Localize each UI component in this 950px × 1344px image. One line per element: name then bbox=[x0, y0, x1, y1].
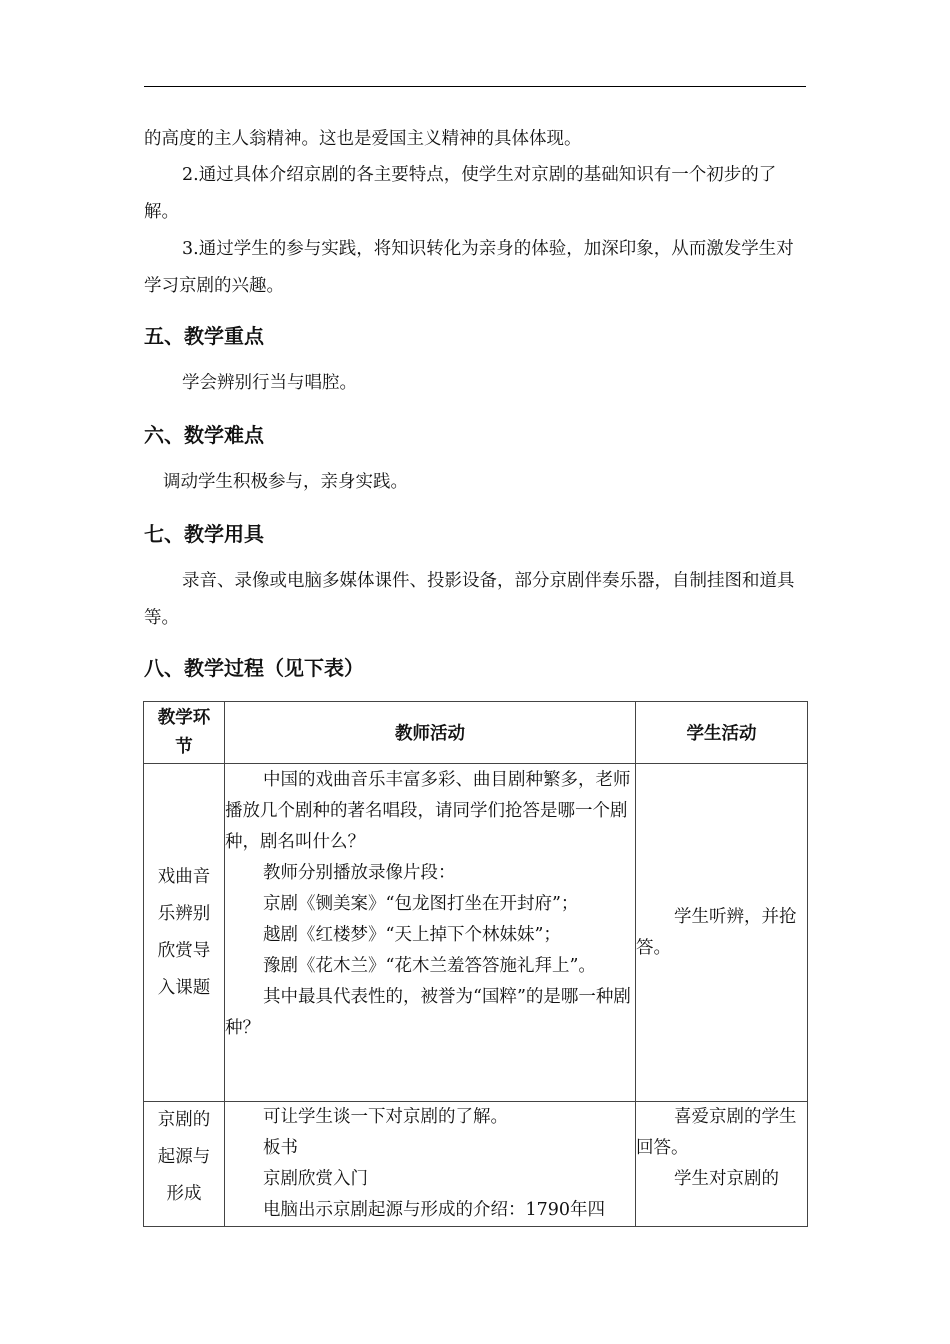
table-row bbox=[144, 764, 808, 1102]
row1-teacher-p5: 豫剧《花木兰》“花木兰羞答答施礼拜上”。 bbox=[263, 956, 596, 976]
intro-line-1: 的高度的主人翁精神。这也是爱国主义精神的具体体现。 bbox=[144, 129, 582, 149]
section-5-title: 五、教学重点 bbox=[144, 324, 264, 348]
table-header-row bbox=[144, 702, 808, 764]
row1-stage-line: 欣赏导 bbox=[157, 940, 211, 961]
header-student: 学生活动 bbox=[636, 702, 808, 764]
header-rule bbox=[144, 86, 806, 87]
row2-student-p1: 喜爱京剧的学生回答。 bbox=[636, 1107, 797, 1158]
header-stage-line2: 节 bbox=[175, 736, 193, 757]
objective-3: 3.通过学生的参与实践，将知识转化为亲身的体验，加深印象，从而激发学生对学习京剧的兴趣。 bbox=[144, 239, 794, 296]
row1-student-text: 学生听辨，并抢答。 bbox=[636, 906, 797, 958]
row1-teacher-p2: 教师分别播放录像片段： bbox=[263, 863, 456, 883]
row2-teacher-activity bbox=[225, 1102, 636, 1227]
row1-stage-line: 入课题 bbox=[157, 977, 211, 998]
row2-student-p2: 学生对京剧的 bbox=[674, 1169, 779, 1189]
row1-teacher-activity bbox=[225, 764, 636, 1102]
row2-stage-line: 京剧的 bbox=[157, 1110, 211, 1130]
row1-teacher-p6: 其中最具代表性的，被誉为“国粹”的是哪一种剧种？ bbox=[225, 987, 631, 1038]
header-stage-line1: 教学环 bbox=[157, 707, 211, 728]
row1-teacher-p3: 京剧《铡美案》“包龙图打坐在开封府”； bbox=[263, 894, 579, 914]
row2-stage-line: 形成 bbox=[166, 1184, 202, 1204]
row1-stage-line: 乐辨别 bbox=[157, 903, 211, 924]
row1-student-activity bbox=[636, 764, 808, 1102]
section-8-title: 八、教学过程（见下表） bbox=[144, 656, 364, 680]
section-7-text: 录音、录像或电脑多媒体课件、投影设备，部分京剧伴奏乐器，自制挂图和道具等。 bbox=[144, 571, 795, 628]
row1-stage-line: 戏曲音 bbox=[157, 866, 211, 887]
row1-teacher-p4: 越剧《红楼梦》“天上掉下个林妹妹”； bbox=[263, 925, 561, 945]
row2-teacher-p2: 板书 bbox=[263, 1138, 298, 1158]
section-7-title: 七、教学用具 bbox=[144, 522, 264, 546]
section-5-text: 学会辨别行当与唱腔。 bbox=[182, 373, 357, 393]
header-teacher: 教师活动 bbox=[225, 702, 636, 764]
section-6-text: 调动学生积极参与，亲身实践。 bbox=[163, 472, 408, 492]
row2-student-activity bbox=[636, 1102, 808, 1227]
section-6-title: 六、数学难点 bbox=[144, 423, 264, 447]
row2-teacher-p1: 可让学生谈一下对京剧的了解。 bbox=[263, 1107, 508, 1127]
row2-teacher-p4: 电脑出示京剧起源与形成的介绍：1790年四 bbox=[263, 1200, 606, 1220]
table-row bbox=[144, 1102, 808, 1227]
row1-teacher-p1: 中国的戏曲音乐丰富多彩、曲目剧种繁多，老师播放几个剧种的著名唱段，请同学们抢答是哪一个剧种，剧名叫什么？ bbox=[225, 770, 631, 852]
row2-stage-line: 起源与 bbox=[157, 1147, 211, 1167]
row2-stage bbox=[144, 1102, 225, 1227]
row1-stage bbox=[144, 764, 225, 1102]
teaching-process-table bbox=[143, 701, 808, 1227]
header-stage bbox=[144, 702, 225, 764]
row2-teacher-p3: 京剧欣赏入门 bbox=[263, 1169, 368, 1189]
objective-2: 2.通过具体介绍京剧的各主要特点，使学生对京剧的基础知识有一个初步的了解。 bbox=[144, 165, 777, 222]
